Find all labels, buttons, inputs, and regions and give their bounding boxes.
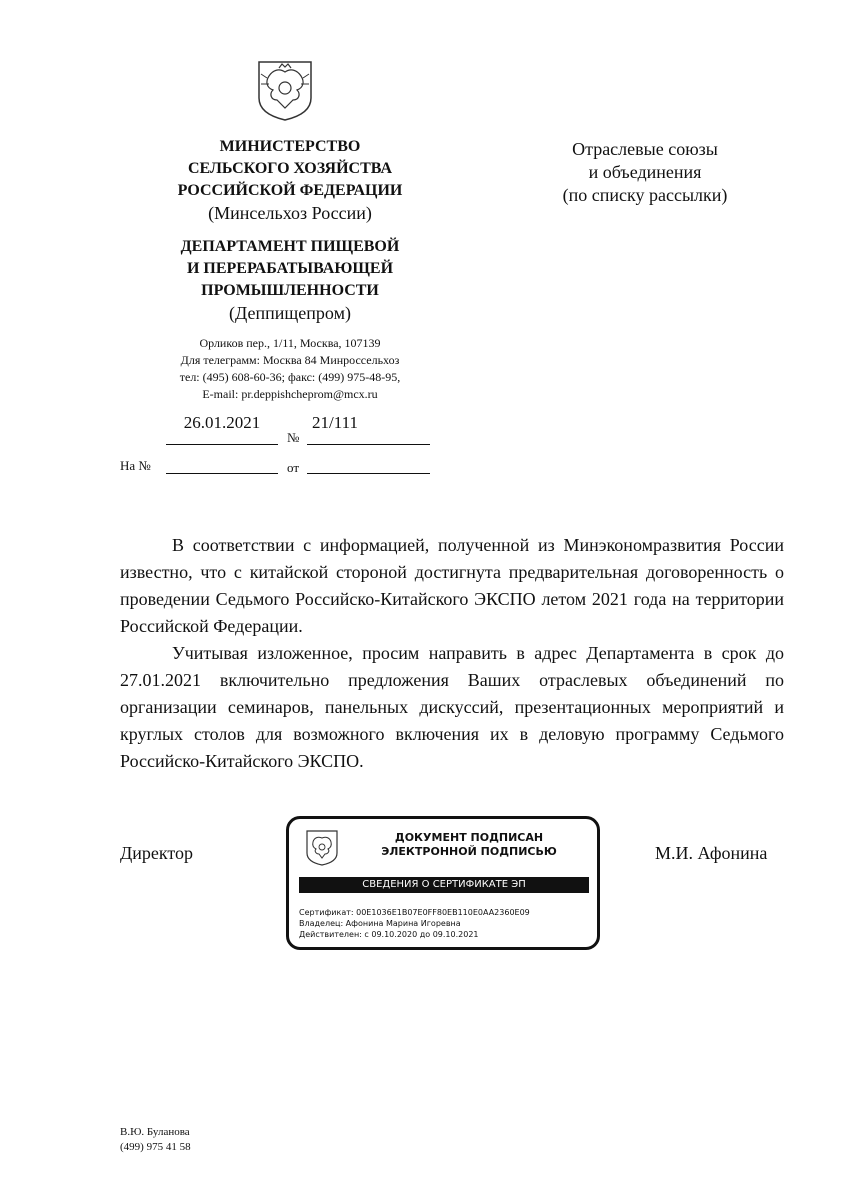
- document-date: 26.01.2021: [183, 413, 261, 432]
- date-underline: [166, 443, 278, 445]
- department-name-line: ДЕПАРТАМЕНТ ПИЩЕВОЙ: [180, 238, 400, 255]
- body-paragraph: В соответствии с информацией, полученной из Минэкономразвития России известно, что с китайской стороной достигнута предварительная договоренность о проведении Седьмого Российско-Китайского ЭКСПО летом 2021 года на территории Российской Федерации.: [120, 535, 784, 636]
- number-underline: [307, 443, 430, 445]
- coat-of-arms-icon: [305, 829, 339, 867]
- signatory-position: Директор: [120, 843, 194, 863]
- recipient-line: и объединения: [588, 162, 702, 182]
- address-line: E-mail: pr.deppishcheprom@mcx.ru: [202, 387, 378, 401]
- executor-phone: (499) 975 41 58: [120, 1141, 191, 1153]
- address-block: [140, 335, 440, 403]
- recipient-block: [540, 138, 750, 207]
- from-underline: [307, 472, 430, 474]
- department-name-line: ПРОМЫШЛЕННОСТИ: [201, 282, 379, 299]
- department-short-name: (Деппищепром): [229, 303, 351, 323]
- certificate-detail-line: Действителен: с 09.10.2020 до 09.10.2021: [299, 930, 479, 939]
- e-signature-stamp: [286, 816, 600, 950]
- letter-body: [120, 532, 784, 775]
- recipient-line: Отраслевые союзы: [572, 139, 718, 159]
- reference-label: На №: [120, 458, 151, 473]
- ministry-short-name: (Минсельхоз России): [208, 203, 372, 223]
- ministry-block: [150, 136, 430, 224]
- stamp-title-line: ДОКУМЕНТ ПОДПИСАН: [394, 831, 544, 844]
- ministry-name-line: РОССИЙСКОЙ ФЕДЕРАЦИИ: [177, 182, 403, 199]
- from-label: от: [287, 460, 300, 475]
- body-paragraph: Учитывая изложенное, просим направить в адрес Департамента в срок до 27.01.2021 включительно предложения Ваших отраслевых объединений по организации семинаров, панельных дискуссий, презентационных мероприятий и круглых столов для возможного включения их в деловую программу Седьмого Российско-Китайского ЭКСПО.: [120, 643, 784, 771]
- address-line: тел: (495) 608-60-36; факс: (499) 975-48-95,: [179, 370, 401, 384]
- certificate-details: [299, 907, 589, 940]
- number-label: №: [287, 430, 300, 445]
- ministry-name-line: СЕЛЬСКОГО ХОЗЯЙСТВА: [187, 160, 392, 177]
- stamp-title: [349, 831, 589, 859]
- recipient-line: (по списку рассылки): [562, 185, 728, 205]
- certificate-info-bar: СВЕДЕНИЯ О СЕРТИФИКАТЕ ЭП: [299, 877, 589, 893]
- document-number: 21/111: [312, 413, 358, 432]
- executor-info: [120, 1125, 191, 1155]
- department-name-line: И ПЕРЕРАБАТЫВАЮЩЕЙ: [186, 260, 394, 277]
- reference-underline: [166, 472, 278, 474]
- certificate-detail-line: Владелец: Афонина Марина Игоревна: [299, 919, 461, 928]
- stamp-title-line: ЭЛЕКТРОННОЙ ПОДПИСЬЮ: [381, 845, 557, 858]
- executor-name: В.Ю. Буланова: [120, 1126, 190, 1138]
- address-line: Для телеграмм: Москва 84 Минроссельхоз: [180, 353, 400, 367]
- address-line: Орликов пер., 1/11, Москва, 107139: [199, 336, 381, 350]
- coat-of-arms-icon: [255, 58, 315, 122]
- certificate-detail-line: Сертификат: 00E1036E1B07E0FF80EB110E0AA2360E09: [299, 908, 530, 917]
- department-block: [150, 236, 430, 324]
- signatory-name: М.И. Афонина: [655, 843, 768, 863]
- ministry-name-line: МИНИСТЕРСТВО: [219, 138, 361, 155]
